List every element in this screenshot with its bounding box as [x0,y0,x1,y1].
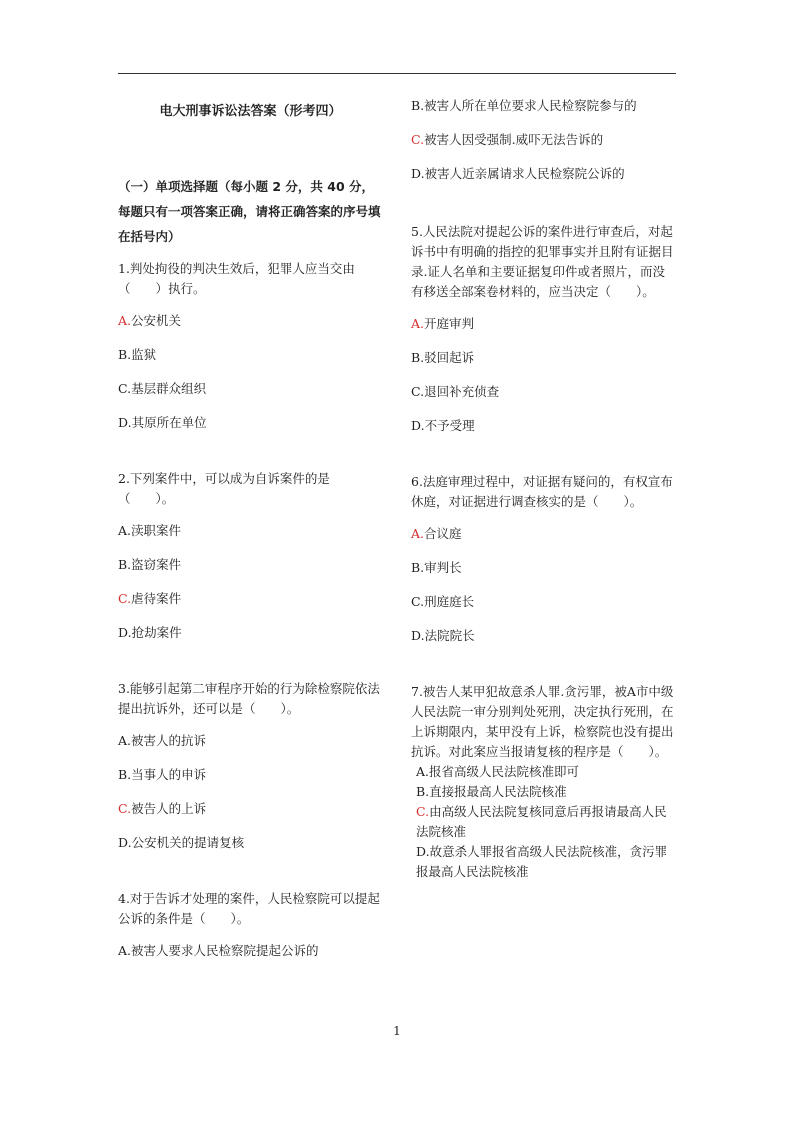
option-b [118,345,383,365]
option-d [118,833,383,853]
option-text: 刑庭庭长 [424,594,475,609]
option-letter: B. [118,557,132,572]
option-letter: A. [118,733,132,748]
option-text: 报省高级人民法院核准即可 [429,764,580,779]
option-a [118,311,383,331]
option-c [118,379,383,399]
option-b [118,765,383,785]
option-text: 不予受理 [424,418,475,433]
option-c [411,130,676,150]
option-letter: A. [118,943,132,958]
option-text: 渎职案件 [131,523,182,538]
question-6 [411,472,676,646]
option-text: 退回补充侦查 [424,384,500,399]
option-text: 虐待案件 [131,591,182,606]
question-stem: 3.能够引起第二审程序开始的行为除检察院依法提出抗诉外，还可以是（ ）。 [118,681,380,716]
option-text: 被害人的抗诉 [131,733,207,748]
option-letter: B. [416,784,430,799]
option-d [411,842,676,882]
question-stem: 2.下列案件中，可以成为自诉案件的是（ ）。 [118,471,330,506]
option-text: 开庭审判 [424,316,475,331]
option-b [411,348,676,368]
option-b [118,555,383,575]
option-letter: D. [118,835,132,850]
option-b [411,782,676,802]
option-text: 被害人近亲属请求人民检察院公诉的 [424,166,625,181]
option-text: 合议庭 [424,526,462,541]
option-text: 被害人要求人民检察院提起公诉的 [131,943,319,958]
option-letter: A. [118,523,132,538]
option-text: 盗窃案件 [131,557,182,572]
question-5 [411,222,676,436]
option-letter: B. [118,347,132,362]
option-letter: A. [411,316,425,331]
option-text: 驳回起诉 [424,350,475,365]
question-2 [118,469,383,643]
option-text: 故意杀人罪报省高级人民法院核准，贪污罪报最高人民法院核准 [416,844,668,879]
option-a [411,314,676,334]
option-letter: C. [118,381,132,396]
option-text: 直接报最高人民法院核准 [429,784,567,799]
question-stem: 4.对于告诉才处理的案件，人民检察院可以提起公诉的条件是（ ）。 [118,891,380,926]
header-rule [118,73,676,74]
option-letter: C. [411,594,425,609]
option-text: 审判长 [424,560,462,575]
option-text: 由高级人民法院复核同意后再报请最高人民法院核准 [416,804,667,839]
option-a [411,762,676,782]
option-letter: A. [416,764,430,779]
option-letter: D. [411,166,425,181]
option-d [411,626,676,646]
option-d [118,623,383,643]
section-heading: （一）单项选择题（每小题 2 分，共 40 分，每题只有一项答案正确，请将正确答案的序号填在括号内） [118,179,381,244]
question-stem: 6.法庭审理过程中，对证据有疑问的，有权宣布休庭，对证据进行调查核实的是（ ）。 [411,474,673,509]
question-4 [118,889,383,961]
option-d [411,164,676,184]
option-letter: D. [416,844,430,859]
option-text: 其原所在单位 [131,415,207,430]
option-text: 法院院长 [424,628,475,643]
option-text: 被告人的上诉 [131,801,207,816]
question-stem: 1.判处拘役的判决生效后，犯罪人应当交由（ ）执行。 [118,261,355,296]
option-letter: D. [411,628,425,643]
question-7 [411,682,676,882]
option-c [118,799,383,819]
question-stem: 7.被告人某甲犯故意杀人罪.贪污罪，被A市中级人民法院一审分别判处死刑，决定执行死刑，在上诉期限内，某甲没有上诉，检察院也没有提出抗诉。对此案应当报请复核的程序是（ ）。 [411,684,674,759]
option-text: 被害人因受强制.威吓无法告诉的 [424,132,604,147]
question-1 [118,259,383,433]
option-a [118,731,383,751]
option-letter: D. [411,418,425,433]
option-c [411,592,676,612]
option-letter: C. [411,132,425,147]
option-c [411,382,676,402]
option-text: 被害人所在单位要求人民检察院参与的 [424,98,637,113]
option-letter: C. [118,591,132,606]
left-column [118,96,383,961]
question-4-continued [411,96,676,184]
option-text: 抢劫案件 [131,625,182,640]
option-letter: B. [411,98,425,113]
option-text: 当事人的申诉 [131,767,207,782]
option-a [411,524,676,544]
option-letter: C. [411,384,425,399]
option-letter: D. [118,415,132,430]
option-text: 公安机关的提请复核 [131,835,245,850]
option-a [118,941,383,961]
option-text: 公安机关 [131,313,182,328]
option-letter: D. [118,625,132,640]
question-stem: 5.人民法院对提起公诉的案件进行审查后，对起诉书中有明确的指控的犯罪事实并且附有证据目录.证人名单和主要证据复印件或者照片，而没有移送全部案卷材料的，应当决定（ ）。 [411,224,674,299]
option-b [411,96,676,116]
option-letter: A. [118,313,132,328]
option-letter: B. [411,560,425,575]
option-d [118,413,383,433]
option-b [411,558,676,578]
option-a [118,521,383,541]
option-text: 监狱 [131,347,157,362]
option-text: 基层群众组织 [131,381,207,396]
option-d [411,416,676,436]
right-column [411,96,676,882]
page-title: 电大刑事诉讼法答案（形考四） [159,104,342,119]
option-letter: B. [118,767,132,782]
option-letter: A. [411,526,425,541]
option-letter: C. [416,804,430,819]
option-c [411,802,676,842]
option-letter: B. [411,350,425,365]
option-c [118,589,383,609]
page-number: 1 [393,1024,401,1038]
question-3 [118,679,383,853]
option-letter: C. [118,801,132,816]
